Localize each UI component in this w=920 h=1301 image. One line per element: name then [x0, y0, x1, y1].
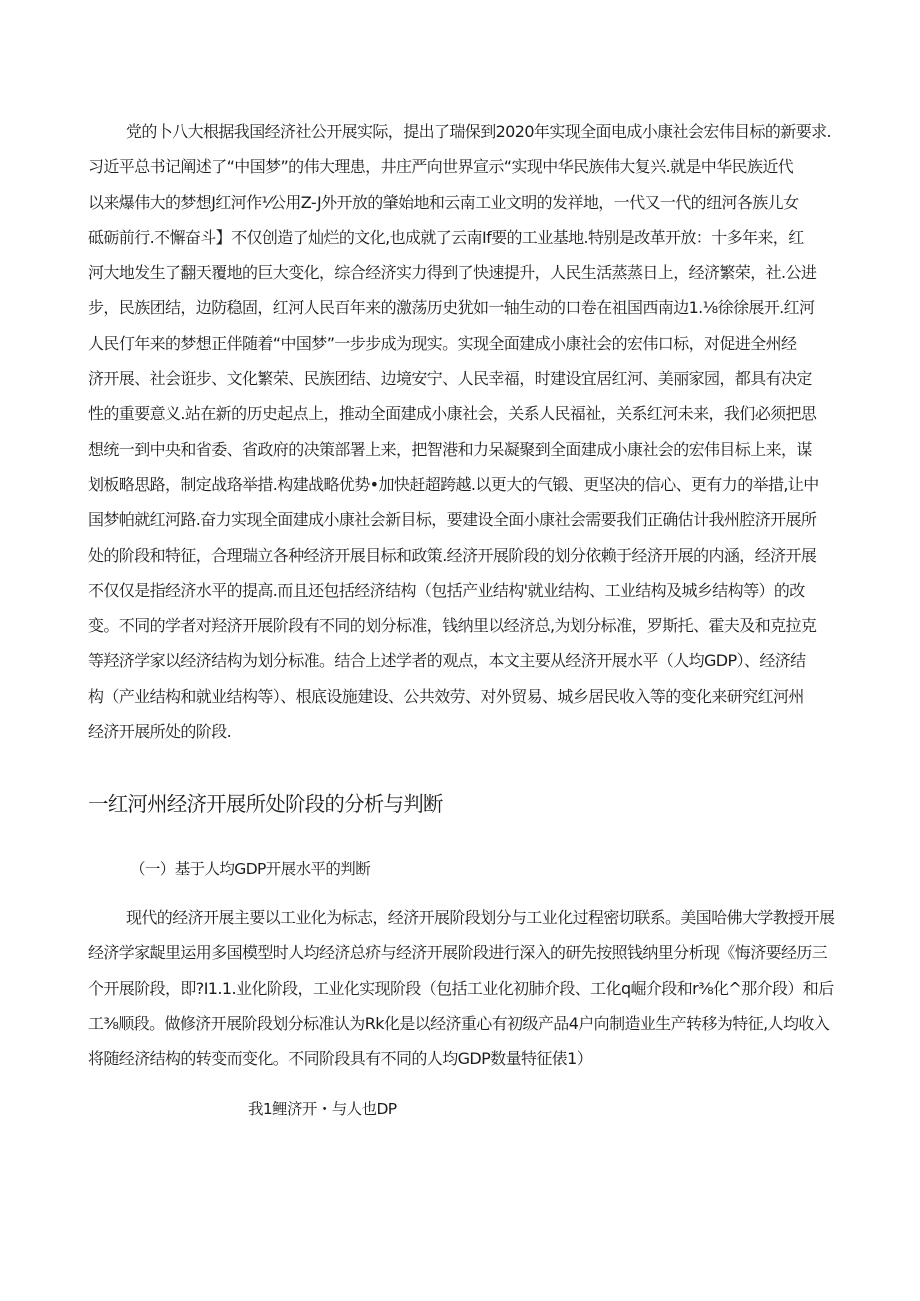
paragraph-line: 以来爆伟大的梦想J红河作⅟公用Z-J外开放的肇始地和云南工业文明的发祥地，一代又一代的纽河各族儿女: [88, 192, 799, 212]
section-heading: 一红河州经济开展所处阶段的分析与判断: [88, 792, 443, 816]
paragraph-line: 性的重要意义.站在新的历史起点上，推动全面建成小康社会，关系人民福祉，关系红河未来，我们必须把思: [88, 404, 817, 424]
paragraph-line: 经济开展所处的阶段.: [88, 722, 232, 742]
paragraph-line: 济开展、社会诳步、文化繁荣、民族团结、边境安宁、人民幸福，时建设宜居红河、美丽家园，都具有决定: [88, 369, 812, 389]
paragraph-line: 河大地发生了翻天覆地的巨大变化，综合经济实力得到了快速提升，人民生活蒸蒸日上，经济繁荣，社.公进: [88, 263, 817, 283]
paragraph-line: 构（产业结构和就业结构等）、根底设施建设、公共效劳、对外贸易、城乡居民收入等的变化来研究红河州: [88, 686, 804, 706]
paragraph-line: 等羟济学家以经济结构为划分标准。结合上述学者的观点，本文主要从经济开展水平（人均GDP）、经济结: [88, 651, 806, 671]
paragraph-line: 个开展阶段，即?I1.1.业化阶段，工业化实现阶段（包括工业化初肺介段、工化q崛介段和r⅜化^那介段）和后: [88, 978, 834, 998]
paragraph-line: 现代的经济开展主要以工业化为标志，经济开展阶段划分与工业化过程密切联系。美国哈佛大学教授开展: [126, 908, 835, 927]
paragraph-line: 砥砺前行.不懈奋斗】不仅创造了灿烂的文化,也成就了云南If要的工业基地.特别是改革开放：十多年来，红: [88, 227, 804, 247]
paragraph-line: 人民仃年来的梦想正伴随着“中国梦”一步步成为现实。实现全面建成小康社会的宏伟口标，对促进全州经: [88, 333, 797, 353]
paragraph-line: 步，民族团结，边防稳固，红河人民百年来的激荡历史犹如一轴生动的口卷在祖国西南边1.⅛徐徐展开.红河: [88, 298, 815, 318]
paragraph-line: 想统一到中央和省委、省政府的决策部署上来，把智港和力呆凝聚到全面建成小康社会的宏伟目标上来，谋: [88, 439, 812, 459]
paragraph-line: 工⅜顺段。做修济开展阶段划分标准认为Rk化是以经济重心有初级产品4户向制造业生产转移为特征,人均收入: [88, 1013, 830, 1033]
paragraph-line: 国梦帕就红河路.奋力实现全面建成小康社会新目标，要建设全面小康社会需要我们正确估计我州腔济开展所: [88, 510, 817, 530]
paragraph-line: 将随经济结构的转变而变化。不同阶段具有不同的人均GDP数量特征俵1）: [88, 1049, 593, 1069]
paragraph-line: 变。不同的学者对羟济开展阶段有不同的划分标准，钱纳里以经济总,为划分标准，罗斯托、霍夫及和克拉克: [88, 616, 817, 636]
paragraph-line: 习近平总书记阐述了“中国梦”的伟大理患，井庄严向世界宣示“实现中华民族伟大复兴.就是中华民族近代: [88, 157, 794, 177]
intro-paragraph: [88, 114, 840, 749]
subsection-heading: （一）基于人均GDP开展水平的判断: [130, 860, 371, 878]
paragraph-line: 划板略思路，制定战珞举措.构建战略优势•加快赶超跨越.以更大的气锻、更坚决的信心、更有力的举措,让中: [88, 474, 819, 494]
body-paragraph: [88, 900, 840, 1076]
table-caption: 我1鲤济开・与人也DP: [248, 1100, 397, 1118]
paragraph-line: 处的阶段和特征，合理瑞立各种经济开展目标和政策.经济开展阶段的划分依赖于经济开展的内涵，经济开展: [88, 545, 817, 565]
paragraph-line: 不仅仅是指经济水平的提高.而且还包括经济结构（包括产业结构'就业结构、工业结构及城乡结构等）的改: [88, 580, 805, 600]
paragraph-line: 党的卜八大根据我国经济社公开展实际，提出了瑞保到2020年实现全面电成小康社会宏伟目标的新要求.: [126, 122, 832, 141]
paragraph-line: 经济学家龊里运用多国模型时人均经济总疥与经济开展阶段进行深入的研先按照钱纳里分析现《悔济要经历三: [88, 943, 828, 963]
